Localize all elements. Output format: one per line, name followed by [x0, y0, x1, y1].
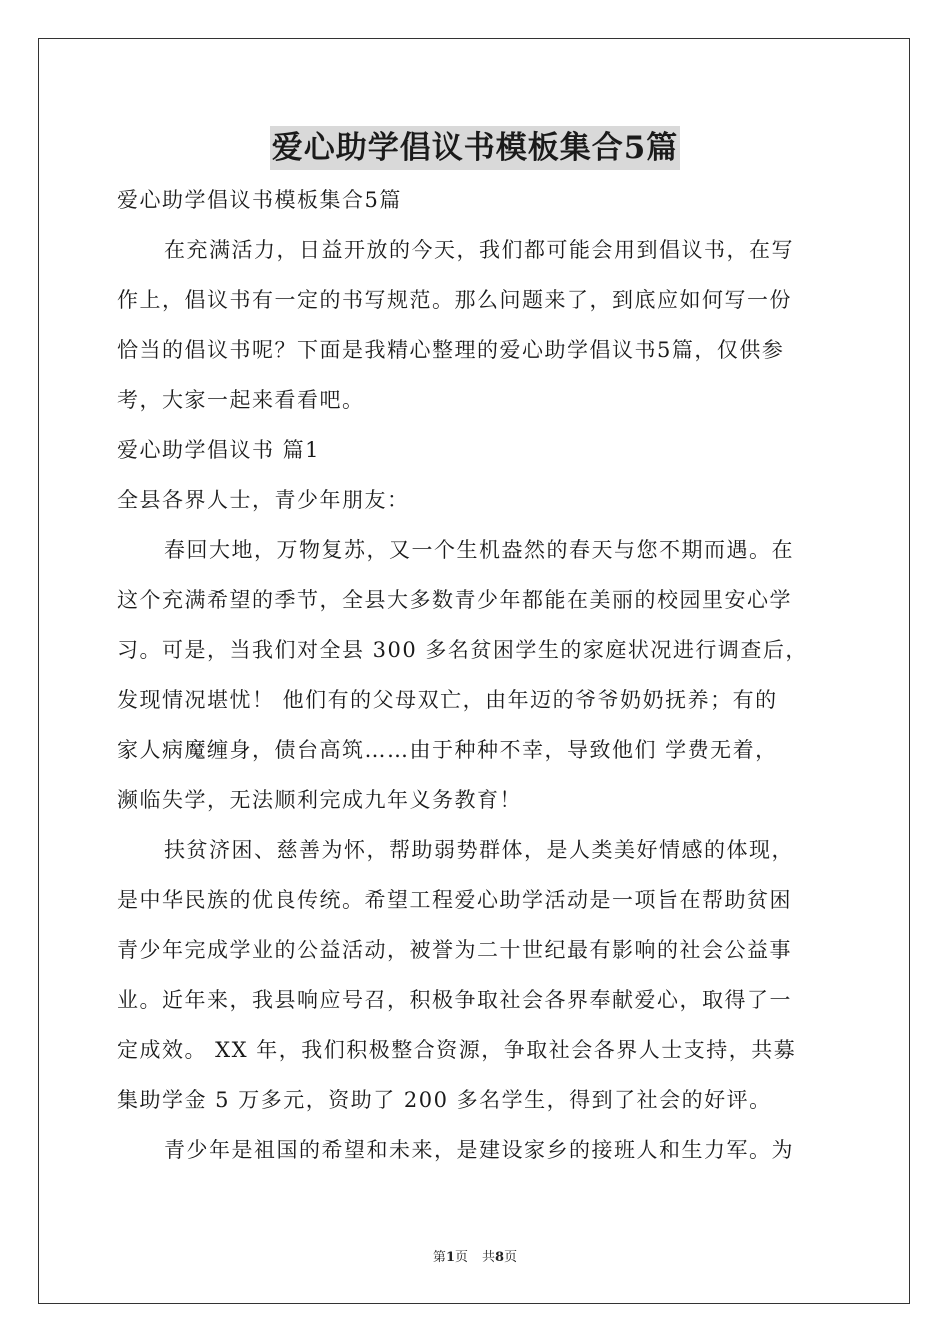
paragraph-line: 发现情况堪忧！ 他们有的父母双亡，由年迈的爷爷奶奶抚养；有的 — [117, 688, 778, 712]
paragraph-2 — [117, 825, 839, 1125]
section-heading: 爱心助学倡议书 篇1 — [117, 438, 321, 462]
paragraph-line: 青少年是祖国的希望和未来，是建设家乡的接班人和生力军。为 — [164, 1138, 794, 1162]
paragraph-line: 家人病魔缠身，债台高筑……由于种种不幸，导致他们 学费无着， — [117, 738, 778, 762]
title-container — [0, 126, 950, 170]
page-current: 1 — [445, 1250, 455, 1265]
paragraph-line: 濒临失学，无法顺利完成九年义务教育！ — [117, 788, 522, 812]
paragraph-line: 习。可是，当我们对全县 300 多名贫困学生的家庭状况进行调查后， — [117, 638, 808, 662]
intro-paragraph — [117, 225, 839, 425]
page-label-prefix: 第 — [432, 1250, 446, 1265]
paragraph-line: 恰当的倡议书呢？下面是我精心整理的爱心助学倡议书5篇，仅供参 — [117, 338, 785, 362]
salutation: 全县各界人士，青少年朋友： — [117, 488, 410, 512]
paragraph-line: 是中华民族的优良传统。希望工程爱心助学活动是一项旨在帮助贫困 — [117, 888, 792, 912]
page-total: 8 — [495, 1250, 505, 1265]
total-label-suffix: 页 — [504, 1250, 518, 1265]
paragraph-line: 春回大地，万物复苏，又一个生机盎然的春天与您不期而遇。在 — [164, 538, 794, 562]
document-title: 爱心助学倡议书模板集合5篇 — [270, 126, 681, 170]
paragraph-line: 业。近年来，我县响应号召，积极争取社会各界奉献爱心，取得了一 — [117, 988, 792, 1012]
paragraph-line: 青少年完成学业的公益活动，被誉为二十世纪最有影响的社会公益事 — [117, 938, 792, 962]
paragraph-line: 定成效。 XX 年，我们积极整合资源，争取社会各界人士支持，共募 — [117, 1038, 797, 1062]
total-label-prefix: 共 — [482, 1250, 496, 1265]
paragraph-line: 考，大家一起来看看吧。 — [117, 388, 365, 412]
paragraph-line: 在充满活力，日益开放的今天，我们都可能会用到倡议书，在写 — [164, 238, 794, 262]
document-body — [117, 179, 839, 1175]
paragraph-1 — [117, 525, 839, 825]
paragraph-line: 这个充满希望的季节，全县大多数青少年都能在美丽的校园里安心学 — [117, 588, 792, 612]
page-label-suffix: 页 — [454, 1250, 468, 1265]
paragraph-line: 扶贫济困、慈善为怀，帮助弱势群体，是人类美好情感的体现， — [164, 838, 794, 862]
paragraph-line: 集助学金 5 万多元，资助了 200 多名学生，得到了社会的好评。 — [117, 1088, 772, 1112]
document-subtitle: 爱心助学倡议书模板集合5篇 — [117, 188, 402, 212]
paragraph-line: 作上，倡议书有一定的书写规范。那么问题来了，到底应如何写一份 — [117, 288, 792, 312]
paragraph-3 — [117, 1125, 839, 1175]
page-footer — [0, 1246, 950, 1265]
